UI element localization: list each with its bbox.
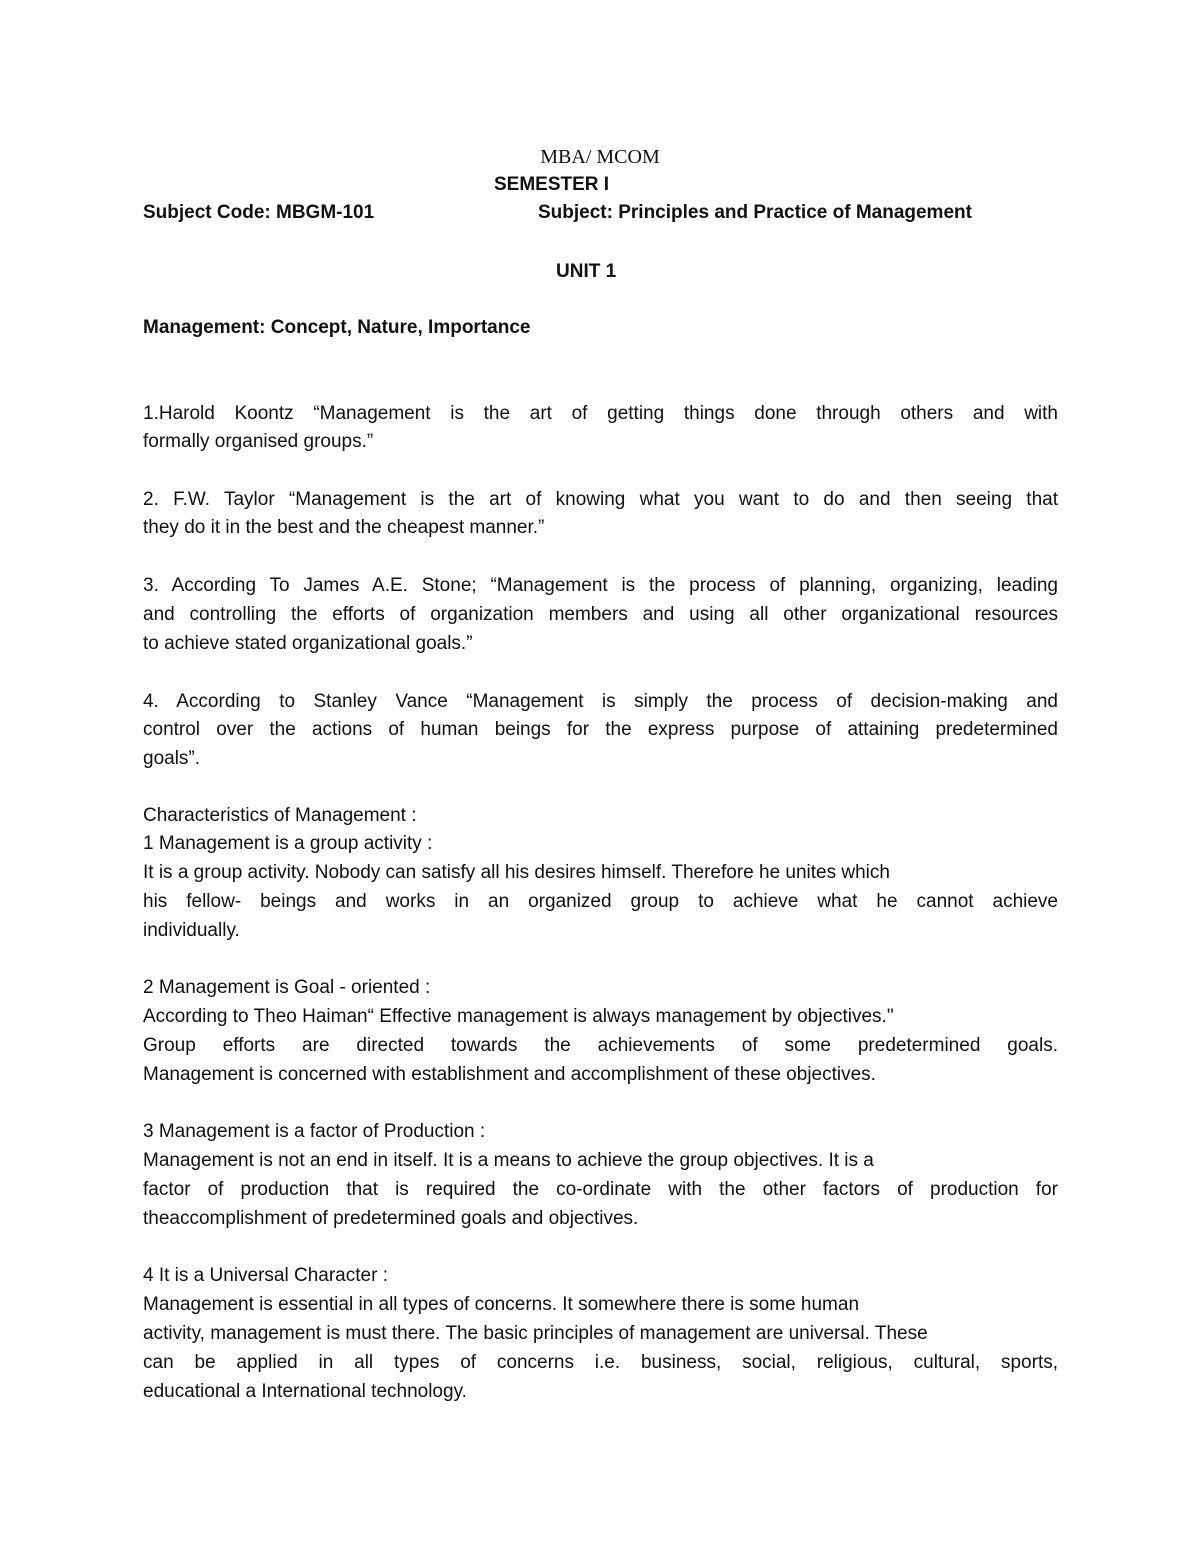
definition-line: they do it in the best and the cheapest manner.” <box>143 517 545 538</box>
characteristic-line: Management is not an end in itself. It is a means to achieve the group objectives. It is a <box>143 1150 874 1171</box>
characteristic-line: educational a International technology. <box>143 1381 467 1402</box>
characteristic-line: can be applied in all types of concerns i.e. business, social, religious, cultural, sports, <box>143 1352 1058 1373</box>
characteristics-heading: Characteristics of Management : <box>143 805 417 826</box>
unit-title: UNIT 1 <box>556 261 617 282</box>
semester-title: SEMESTER I <box>494 174 610 195</box>
characteristic-title: 1 Management is a group activity : <box>143 833 433 854</box>
section-title: Management: Concept, Nature, Importance <box>143 317 531 338</box>
definition-line: 4. According to Stanley Vance “Management is simply the process of decision-making and <box>143 691 1058 712</box>
definition-line: 1.Harold Koontz “Management is the art of getting things done through others and with <box>143 403 1058 424</box>
characteristic-line: According to Theo Haiman“ Effective management is always management by objectives." <box>143 1006 894 1027</box>
definition-line: goals”. <box>143 748 201 769</box>
definition-line: 2. F.W. Taylor “Management is the art of knowing what you want to do and then seeing that <box>143 489 1058 510</box>
characteristic-line: It is a group activity. Nobody can satisfy all his desires himself. Therefore he unites which <box>143 862 890 883</box>
characteristic-title: 4 It is a Universal Character : <box>143 1265 388 1286</box>
subject-name: Subject: Principles and Practice of Management <box>538 202 972 223</box>
characteristic-line: individually. <box>143 920 240 941</box>
definition-line: to achieve stated organizational goals.” <box>143 633 473 654</box>
definition-line: formally organised groups.” <box>143 431 374 452</box>
characteristic-line: Management is essential in all types of concerns. It somewhere there is some human <box>143 1294 860 1315</box>
characteristic-title: 2 Management is Goal - oriented : <box>143 977 431 998</box>
characteristic-line: factor of production that is required the co-ordinate with the other factors of production for <box>143 1179 1058 1200</box>
definition-line: and controlling the efforts of organization members and using all other organizational resources <box>143 604 1058 625</box>
program-title: MBA/ MCOM <box>540 146 660 168</box>
characteristic-line: activity, management is must there. The basic principles of management are universal. These <box>143 1323 928 1344</box>
characteristic-line: Group efforts are directed towards the achievements of some predetermined goals. <box>143 1035 1058 1056</box>
characteristic-line: theaccomplishment of predetermined goals and objectives. <box>143 1208 639 1229</box>
definition-line: control over the actions of human beings for the express purpose of attaining predetermined <box>143 719 1058 740</box>
characteristic-title: 3 Management is a factor of Production : <box>143 1121 486 1142</box>
characteristic-line: his fellow- beings and works in an organized group to achieve what he cannot achieve <box>143 891 1058 912</box>
characteristic-line: Management is concerned with establishment and accomplishment of these objectives. <box>143 1064 876 1085</box>
subject-code: Subject Code: MBGM-101 <box>143 202 375 223</box>
definition-line: 3. According To James A.E. Stone; “Management is the process of planning, organizing, leading <box>143 575 1058 596</box>
